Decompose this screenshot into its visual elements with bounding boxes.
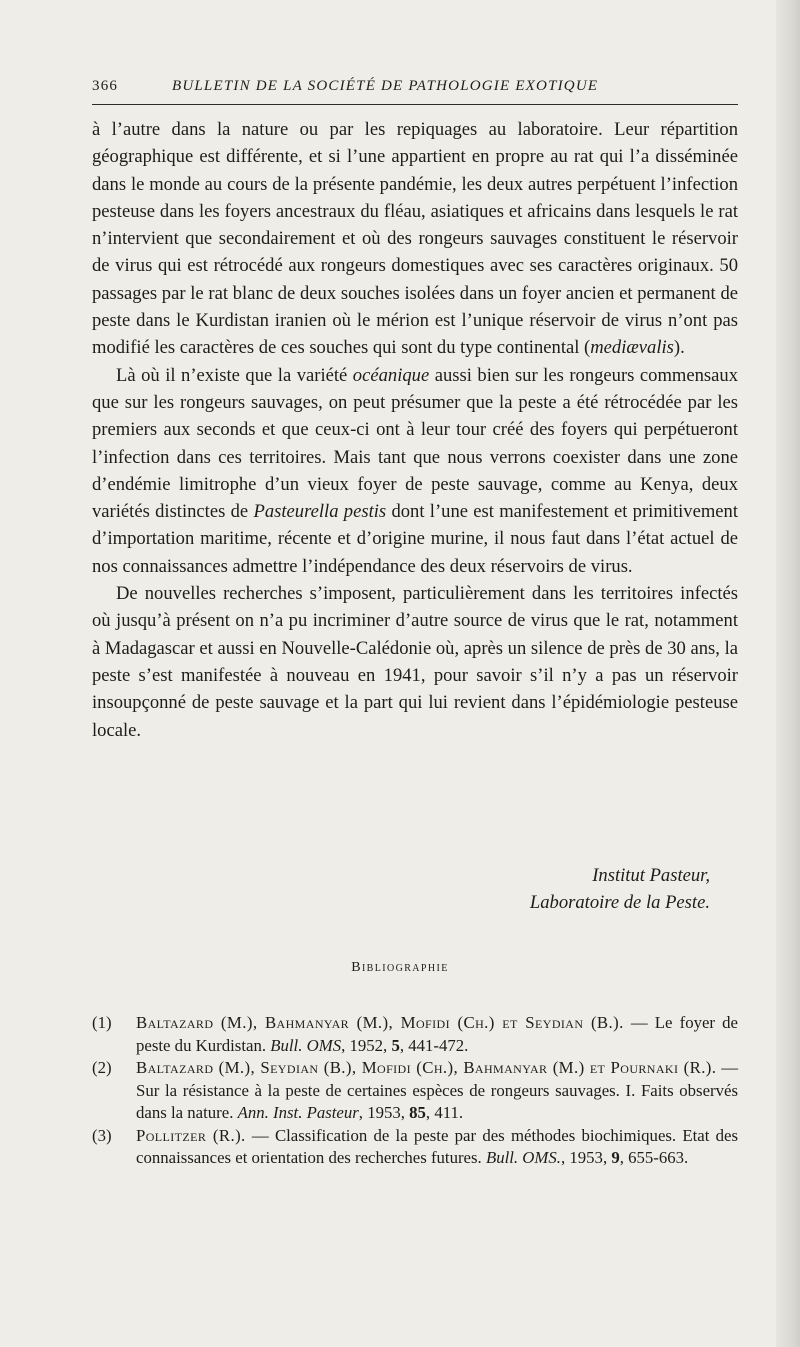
entry-volume: 5 bbox=[391, 1035, 400, 1055]
header-rule bbox=[92, 104, 738, 105]
entry-volume: 85 bbox=[409, 1103, 426, 1122]
bibliography-heading: Bibliographie bbox=[351, 960, 449, 975]
paragraph-1: à l’autre dans la nature ou par les repiquages au laboratoire. Leur répartition géographique est différente, et si l’une appartient en propre au rat qui l’a disséminée dans le monde au cours de la présente pandémie, les deux autres perpétuent l’infection pesteuse dans les foyers ancestraux du fléau, asiatiques et africains dans lesquels le rat n’intervient que secondairement et où des rongeurs sauvages constituent le réservoir de virus qui est rétrocédé aux rongeurs domestiques avec ses caractères originaux. 50 passages par le rat blanc de deux souches isolées dans un foyer ancien et permanent de peste dans le Kurdistan iranien où le mérion est l’unique réservoir de virus n’ont pas modifié les caractères de ces souches qui sont du type continental (mediævalis). bbox=[92, 119, 738, 359]
signature-institution: Institut Pasteur, bbox=[592, 865, 710, 886]
italic-term: Pasteurella pestis bbox=[253, 501, 387, 523]
entry-journal: Bull. OMS. bbox=[485, 1148, 561, 1167]
entry-number: (3) bbox=[92, 1125, 112, 1145]
entry-journal: Ann. Inst. Pasteur bbox=[237, 1103, 359, 1122]
running-title: BULLETIN DE LA SOCIÉTÉ DE PATHOLOGIE EXOTIQUE bbox=[172, 78, 599, 94]
entry-authors: Baltazard (M.), Seydian (B.), Mofidi (Ch.), Bahmanyar (M.) et Pournaki (R.). bbox=[136, 1058, 717, 1077]
signature bbox=[92, 862, 710, 916]
entry-number: (2) bbox=[92, 1058, 112, 1077]
paragraph-2: Là où il n’existe que la variété océanique aussi bien sur les rongeurs commensaux que sur les rongeurs sauvages, on peut présumer que la peste a été rétrocédée par les premiers aux seconds et que ceux-ci ont à leur tour créé des foyers qui perpétueront l’infection dans ces territoires. Mais tant que nous verrons coexister dans une zone d’endémie limitrophe d’un vieux foyer de peste sauvage, comme au Kenya, deux variétés distinctes de Pasteurella pestis dont l’une est manifestement et primitivement d’importation maritime, récente et d’origine murine, il nous faut dans l’état actuel de nos connaissances admettre l’indépendance des deux réservoirs de virus. bbox=[92, 364, 739, 577]
bibliography-entry: (3) Pollitzer (R.). — Classification de la peste par des méthodes biochimiques. Etat des connaissances et orientation des recherches futures. Bull. OMS., 1953, 9, 655-663. bbox=[92, 1125, 739, 1167]
italic-term: mediævalis bbox=[590, 337, 674, 359]
article-body bbox=[92, 116, 738, 744]
page-edge bbox=[776, 0, 800, 1347]
entry-authors: Pollitzer (R.). bbox=[136, 1125, 246, 1145]
paragraph-3: De nouvelles recherches s’imposent, particulièrement dans les territoires infectés où jusqu’à présent on n’a pu incriminer d’autre source de virus que le rat, notamment à Madagascar et aussi en Nouvelle-Calédonie où, après un silence de près de 30 ans, la peste s’est manifestée à nouveau en 1941, pour savoir s’il n’y a pas un réservoir insoupçonné de peste sauvage et la part qui lui revient dans l’épidémiologie pesteuse locale. bbox=[92, 583, 738, 741]
entry-journal: Bull. OMS bbox=[270, 1035, 342, 1055]
page-number: 366 bbox=[92, 78, 119, 94]
entry-authors: Baltazard (M.), Bahmanyar (M.), Mofidi (Ch.) et Seydian (B.). bbox=[136, 1013, 624, 1032]
entry-volume: 9 bbox=[611, 1148, 620, 1167]
bibliography-entry: (2) Baltazard (M.), Seydian (B.), Mofidi (Ch.), Bahmanyar (M.) et Pournaki (R.). — Sur la résistance à la peste de certaines espèces de rongeurs sauvages. I. Faits observés dans la nature. Ann. Inst. Pasteur, 1953, 85, 411. bbox=[92, 1058, 738, 1122]
italic-term: océanique bbox=[352, 364, 430, 386]
bibliography-entry: (1) Baltazard (M.), Bahmanyar (M.), Mofidi (Ch.) et Seydian (B.). — Le foyer de peste du Kurdistan. Bull. OMS, 1952, 5, 441-472. bbox=[92, 1013, 739, 1055]
signature-laboratory: Laboratoire de la Peste. bbox=[529, 892, 710, 913]
bibliography-list bbox=[92, 1012, 738, 1170]
entry-number: (1) bbox=[92, 1013, 112, 1032]
